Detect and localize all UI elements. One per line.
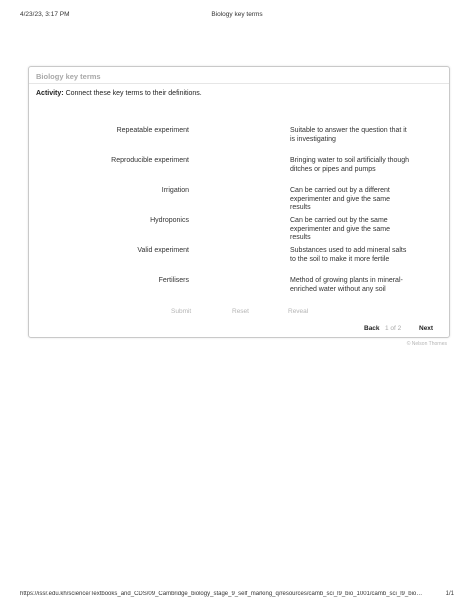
next-button[interactable]: Next [419, 325, 434, 332]
term-valid-experiment[interactable]: Valid experiment [137, 247, 189, 254]
term-fertilisers[interactable]: Fertilisers [158, 277, 189, 284]
print-header-datetime: 4/23/23, 3:17 PM [20, 11, 70, 18]
reveal-button[interactable]: Reveal [288, 308, 309, 315]
back-button[interactable]: Back [364, 325, 380, 332]
term-repeatable-experiment[interactable]: Repeatable experiment [116, 127, 189, 134]
definition-2[interactable]: Bringing water to soil artificially though ditches or pipes and pumps [290, 157, 410, 173]
print-footer-url: https://issr.edu.kh/science/Textbooks_and_CDS/09_Cambridge_biology_stage_9_self_marking_q/resources/camb_sci_l9_bio_1001/camb_sci_l9_bio… [20, 591, 423, 597]
definition-5[interactable]: Substances used to add mineral salts to the soil to make it more fertile [290, 247, 407, 263]
term-reproducible-experiment[interactable]: Reproducible experiment [111, 157, 189, 164]
activity-card [28, 66, 450, 338]
definition-4[interactable]: Can be carried out by the same experimenter and give the same results [290, 217, 390, 241]
submit-button[interactable]: Submit [171, 308, 192, 315]
definition-1[interactable]: Suitable to answer the question that it is investigating [290, 127, 407, 143]
copyright-notice: © Nelson Thornes [406, 341, 447, 347]
activity-instruction [36, 90, 202, 97]
card-divider [29, 83, 449, 84]
definition-3[interactable]: Can be carried out by a different experimenter and give the same results [290, 187, 390, 211]
card-title: Biology key terms [36, 72, 101, 81]
definition-6[interactable]: Method of growing plants in mineral-enriched water without any soil [290, 277, 403, 293]
reset-button[interactable]: Reset [232, 308, 249, 315]
term-hydroponics[interactable]: Hydroponics [150, 217, 189, 224]
activity-text: Connect these key terms to their definitions. [63, 90, 202, 97]
activity-label: Activity: [36, 90, 64, 97]
page-indicator: 1 of 2 [385, 325, 402, 332]
print-footer-page: 1/1 [445, 591, 454, 597]
print-header-title: Biology key terms [211, 11, 263, 18]
term-irrigation[interactable]: Irrigation [161, 187, 189, 194]
